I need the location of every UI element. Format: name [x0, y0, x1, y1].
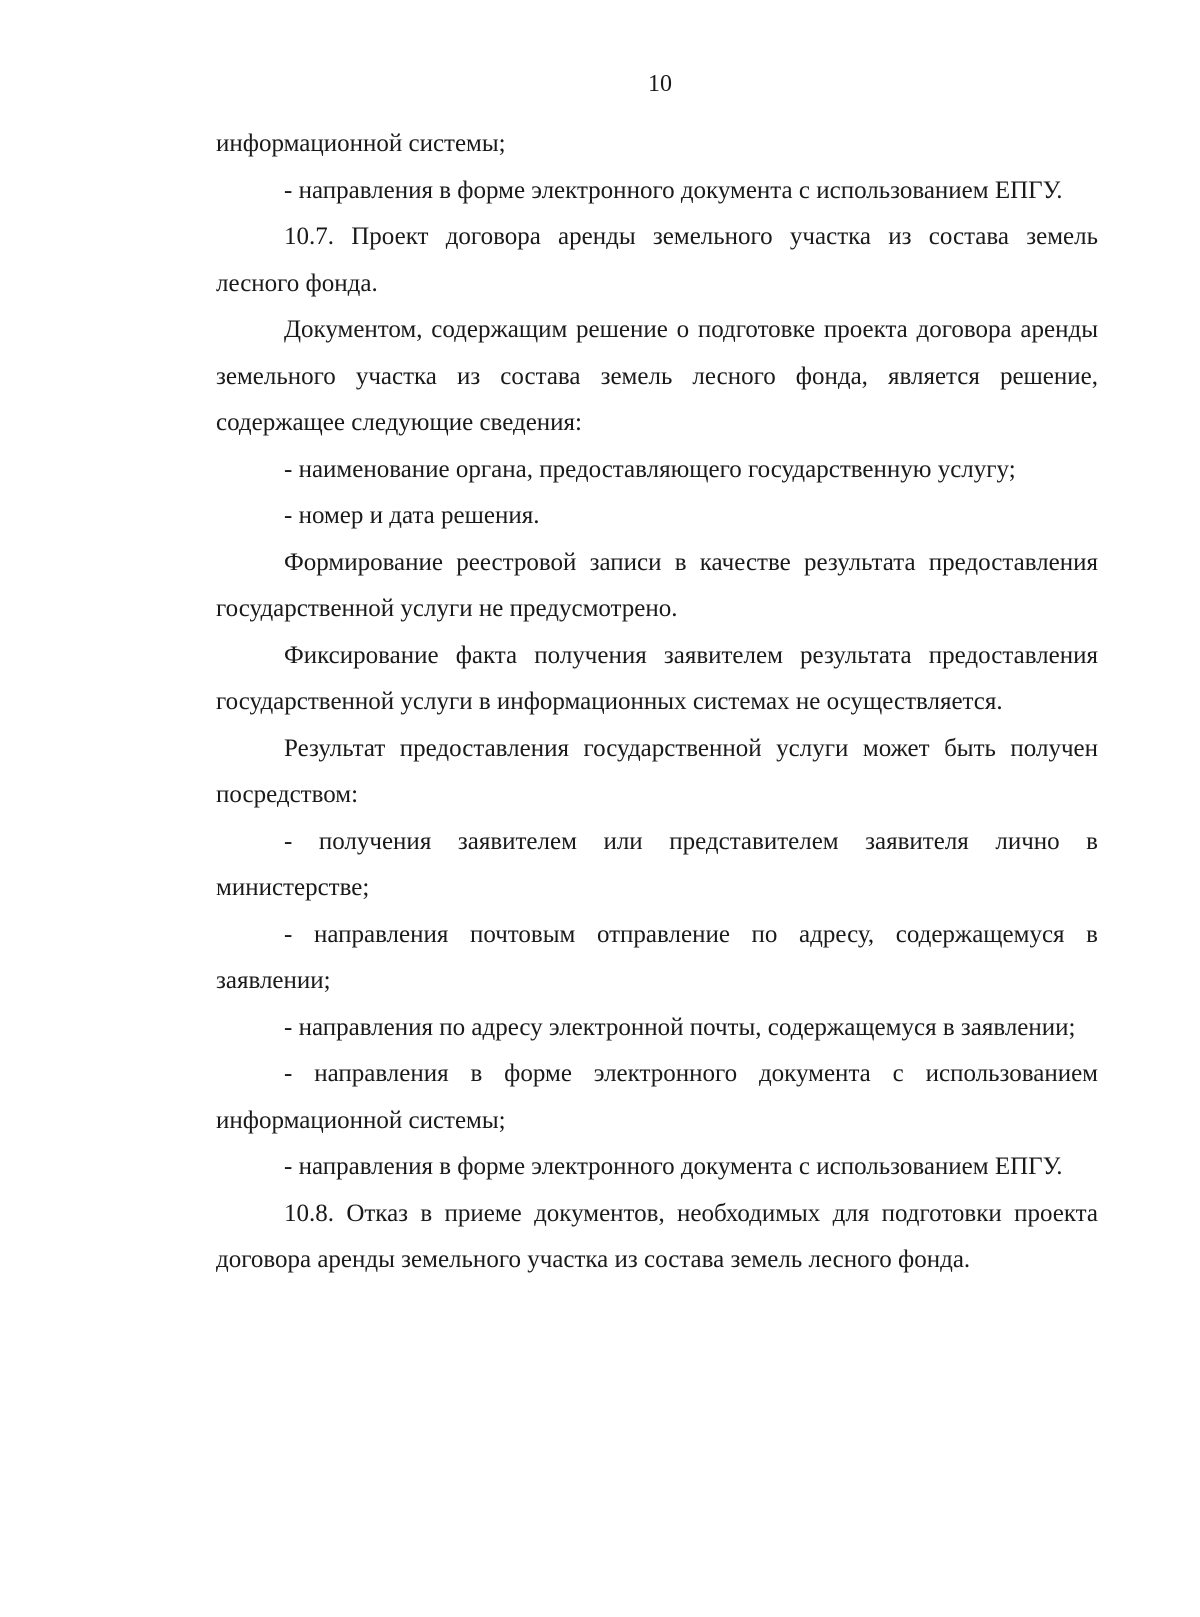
list-item: - номер и дата решения.: [284, 502, 540, 529]
paragraph: Документом, содержащим решение о подготовке проекта договора аренды земельного участка из состава земель лесного фонда, является решение, содержащее следующие сведения:: [216, 316, 1098, 436]
list-item: - наименование органа, предоставляющего государственную услугу;: [284, 455, 1016, 483]
paragraph: Результат предоставления государственной услуги может быть получен посредством:: [216, 734, 1098, 808]
paragraph: информационной системы;: [216, 130, 506, 157]
paragraph: - направления в форме электронного документа с использованием ЕПГУ.: [284, 176, 1063, 204]
list-item: - направления в форме электронного документа с использованием информационной системы;: [216, 1060, 1098, 1134]
section-heading: 10.8. Отказ в приеме документов, необходимых для подготовки проекта договора аренды земельного участка из состава земель лесного фонда.: [216, 1199, 1098, 1273]
document-body: [216, 121, 1098, 1284]
list-item: - направления в форме электронного документа с использованием ЕПГУ.: [284, 1153, 1063, 1180]
paragraph: Формирование реестровой записи в качестве результата предоставления государственной услуги не предусмотрено.: [216, 548, 1098, 622]
list-item: - направления почтовым отправление по адресу, содержащемуся в заявлении;: [216, 920, 1098, 994]
paragraph: Фиксирование факта получения заявителем результата предоставления государственной услуги в информационных системах не осуществляется.: [216, 641, 1098, 715]
page-number: 10: [648, 71, 672, 97]
list-item: - получения заявителем или представителем заявителя лично в министерстве;: [216, 827, 1098, 901]
list-item: - направления по адресу электронной почты, содержащемуся в заявлении;: [284, 1013, 1076, 1041]
section-heading: 10.7. Проект договора аренды земельного участка из состава земель лесного фонда.: [216, 223, 1098, 297]
